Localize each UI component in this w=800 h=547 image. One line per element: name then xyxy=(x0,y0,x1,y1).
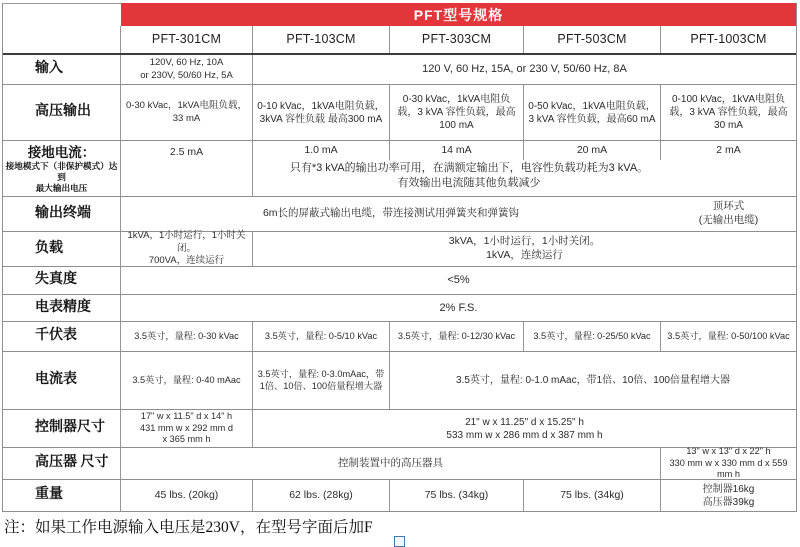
row-label-load: 负载 xyxy=(3,232,121,266)
cell-load-merged xyxy=(253,232,796,266)
cell-ground-pft1003: 2 mA xyxy=(716,144,741,156)
row-label-controller-size: 控制器尺寸 xyxy=(3,410,121,447)
cell-weight-pft303: 75 lbs. (34kg) xyxy=(390,480,524,511)
row-load xyxy=(3,232,796,267)
cell-load-pft301 xyxy=(121,232,253,266)
model-header-row xyxy=(3,26,796,55)
cell-ground-pft103: 1.0 mA xyxy=(253,141,390,160)
cell-ground-pft303: 14 mA xyxy=(390,141,524,160)
ground-current-note xyxy=(253,161,685,191)
cell-hv-pft303: 0-30 kVac，1kVA电阻负载，3 kVA 容性负载，最高100 mA xyxy=(390,85,524,140)
row-kilovolt-meter xyxy=(3,322,796,352)
cell-accuracy-merged: 2% F.S. xyxy=(439,301,478,314)
load-c1-line-1: 1kVA，1小时运行，1小时关闭。 xyxy=(127,230,246,254)
cell-ammeter-pft301: 3.5英寸，量程: 0-40 mAac xyxy=(121,352,253,409)
controller-merged-line-2: 533 mm w x 286 mm d x 387 mm h xyxy=(446,429,603,441)
load-c1-line-2: 700VA，连续运行 xyxy=(148,255,225,267)
row-label-input: 输入 xyxy=(3,55,121,84)
model-header-pft-301cm: PFT-301CM xyxy=(121,26,253,53)
table-title: PFT型号规格 xyxy=(413,6,504,23)
load-merged-line-1: 3kVA，1小时运行，1小时关闭。 xyxy=(448,235,601,248)
cell-kv-pft303: 3.5英寸，量程: 0-12/30 kVac xyxy=(390,322,524,351)
cell-distortion-merged: <5% xyxy=(447,274,470,287)
cell-ground-pft301: 2.5 mA xyxy=(121,141,253,196)
row-meter-accuracy xyxy=(3,295,796,322)
cell-hv-pft103: 0-10 kVac，1kVA电阻负载，3kVA 容性负载 最高300 mA xyxy=(253,85,390,140)
row-hv-unit-size xyxy=(3,445,796,480)
cell-terminal-pft1003 xyxy=(661,197,796,231)
cell-controller-pft301 xyxy=(121,410,253,447)
terminal-line-1: 顶环式 xyxy=(712,200,745,213)
weight-c5-line-1: 控制器16kg xyxy=(702,483,755,495)
cell-kv-pft301: 3.5英寸，量程: 0-30 kVac xyxy=(121,322,253,351)
table-title-banner xyxy=(121,3,796,26)
row-label-distortion: 失真度 xyxy=(3,267,121,294)
ground-note-line-2: 有效输出电流随其他负载减少 xyxy=(397,176,541,189)
row-weight xyxy=(3,480,796,512)
cell-input-pft301 xyxy=(121,55,253,84)
ground-label-main: 接地电流： xyxy=(27,144,96,160)
title-row-stub-cell xyxy=(3,3,121,26)
cell-hv-pft1003: 0-100 kVac，1kVA电阻负载，3 kVA 容性负载，最高30 mA xyxy=(669,94,788,131)
row-label-hv-output: 高压输出 xyxy=(3,85,121,140)
pft-spec-table xyxy=(2,3,797,512)
model-header-pft-303cm: PFT-303CM xyxy=(390,26,524,53)
cell-ammeter-pft103: 3.5英寸，量程: 0-3.0mAac，带1倍、10倍、100倍量程增大器 xyxy=(253,352,390,409)
cell-terminal-merged: 6m长的屏蔽式输出电缆，带连接测试用弹簧夹和弹簧钩 xyxy=(262,207,520,220)
cell-weight-pft1003 xyxy=(661,480,796,511)
table-title-row xyxy=(3,3,796,26)
cell-weight-pft103: 62 lbs. (28kg) xyxy=(253,480,390,511)
cell-kv-pft103: 3.5英寸，量程: 0-5/10 kVac xyxy=(253,322,390,351)
cell-hv-size-pft1003 xyxy=(661,445,796,480)
cell-kv-pft1003: 3.5英寸，量程: 0-50/100 kVac xyxy=(667,330,790,341)
footer-note: 注：如果工作电源输入电压是230V，在型号字面后加F xyxy=(4,519,373,536)
image-placeholder-icon xyxy=(394,536,405,547)
row-controller-size xyxy=(3,410,796,448)
row-label-meter-accuracy: 电表精度 xyxy=(3,295,121,321)
hv-size-line-1: 13" w x 13" d x 22" h xyxy=(686,445,771,456)
controller-c1-line-3: x 365 mm h xyxy=(162,434,211,445)
row-label-output-terminal: 输出终端 xyxy=(3,197,121,231)
cell-ammeter-merged: 3.5英寸，量程: 0-1.0 mAac，带1倍、10倍、100倍量程增大器 xyxy=(456,375,730,386)
terminal-line-2: (无输出电缆) xyxy=(698,214,759,226)
row-distortion xyxy=(3,267,796,295)
cell-controller-merged xyxy=(253,410,796,447)
model-header-pft-103cm: PFT-103CM xyxy=(253,26,390,53)
row-label-kilovolt-meter: 千伏表 xyxy=(3,322,121,351)
row-input xyxy=(3,55,796,85)
cell-weight-pft503: 75 lbs. (34kg) xyxy=(524,480,661,511)
input-line-1: 120V, 60 Hz, 10A xyxy=(149,57,224,69)
weight-c5-line-2: 高压器39kg xyxy=(702,496,755,508)
model-header-pft-503cm: PFT-503CM xyxy=(524,26,661,53)
load-merged-line-2: 1kVA，连续运行 xyxy=(486,249,563,261)
row-ammeter xyxy=(3,352,796,410)
row-label-hv-unit-size: 高压器 尺寸 xyxy=(3,448,121,479)
row-ground-current xyxy=(3,141,796,197)
cell-kv-pft503: 3.5英寸，量程: 0-25/50 kVac xyxy=(524,322,661,351)
model-header-stub xyxy=(3,26,121,53)
cell-weight-pft301: 45 lbs. (20kg) xyxy=(121,480,253,511)
cell-hv-pft503: 0-50 kVac，1kVA电阻负载，3 kVA 容性负载，最高60 mA xyxy=(524,85,661,140)
ground-current-values xyxy=(253,141,796,160)
ground-note-line-1: 只有*3 kVA的输出功率可用，在满额定输出下，电容性负载功耗为3 kVA。 xyxy=(289,162,649,174)
cell-hv-size-merged: 控制装置中的高压器具 xyxy=(121,448,661,479)
hv-size-line-2: 330 mm w x 330 mm d x 559 mm h xyxy=(669,457,788,480)
cell-hv-pft301: 0-30 kVac，1kVA电阻负载，33 mA xyxy=(121,85,253,140)
ground-label-sub2: 最大输出电压 xyxy=(35,182,88,193)
row-hv-output xyxy=(3,85,796,141)
ground-label-sub1: 接地模式下（非保护模式）达到 xyxy=(5,161,118,182)
cell-input-merged: 120 V, 60 Hz, 15A, or 230 V, 50/60 Hz, 8A xyxy=(422,63,627,76)
input-line-2: or 230V, 50/60 Hz, 5A xyxy=(140,69,233,81)
controller-c1-line-1: 17" w x 11.5" d x 14" h xyxy=(140,410,233,421)
row-label-ammeter: 电流表 xyxy=(3,352,121,409)
model-header-pft-1003cm: PFT-1003CM xyxy=(690,32,767,47)
controller-merged-line-1: 21" w x 11.25" d x 15.25" h xyxy=(465,416,584,428)
controller-c1-line-2: 431 mm w x 292 mm d xyxy=(140,422,233,433)
row-output-terminal xyxy=(3,197,796,232)
row-label-weight: 重量 xyxy=(3,480,121,511)
cell-ground-pft503: 20 mA xyxy=(524,141,661,160)
row-label-ground-current xyxy=(3,141,121,196)
ground-current-merged-area xyxy=(253,141,796,196)
